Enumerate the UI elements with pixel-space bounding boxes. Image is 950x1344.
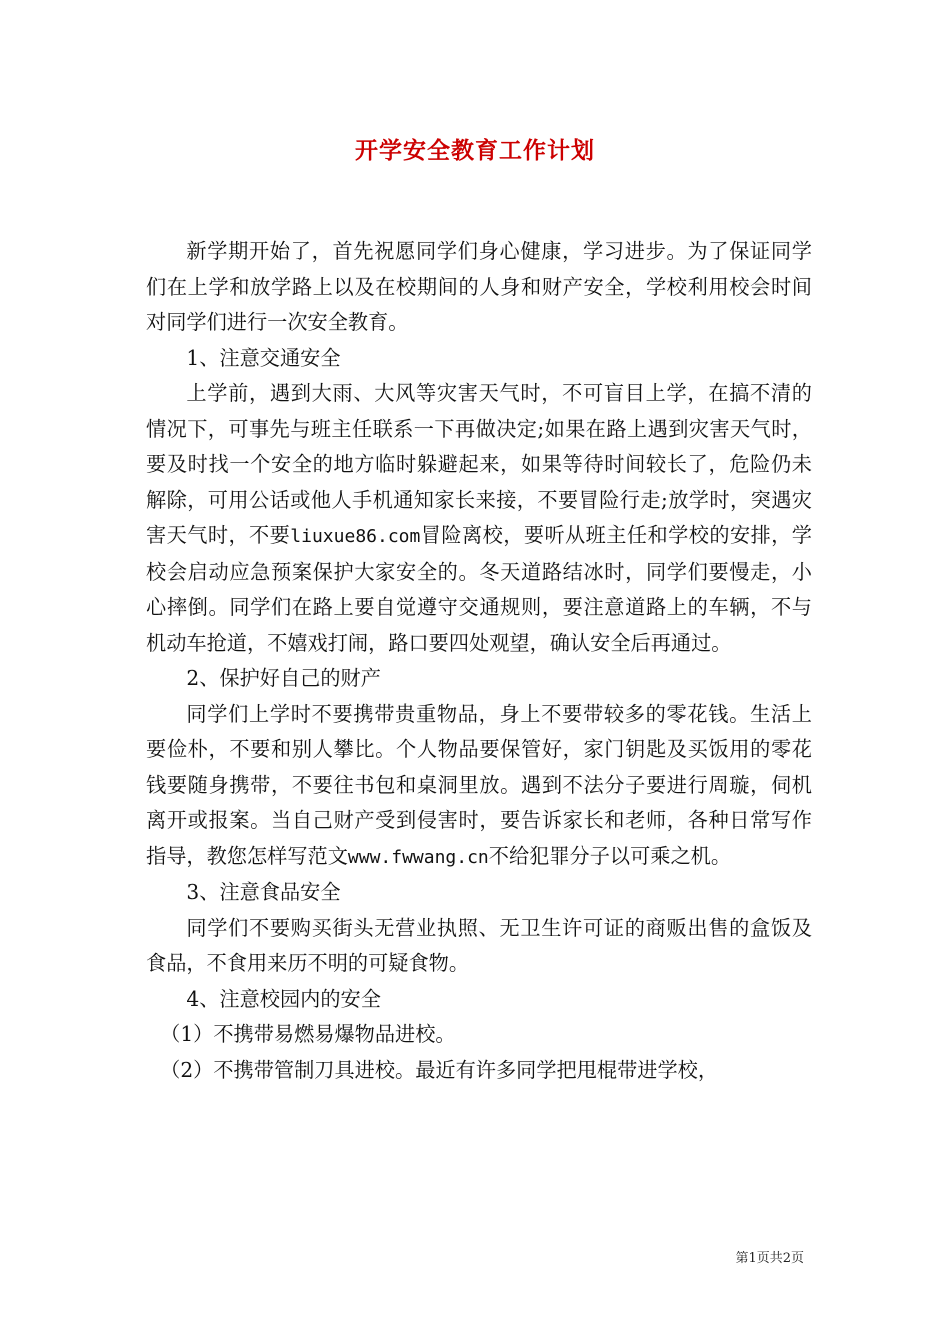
section-1-paragraph xyxy=(146,376,812,661)
section-4-item-2: （2）不携带管制刀具进校。最近有许多同学把甩棍带进学校， xyxy=(160,1057,719,1082)
document-body xyxy=(146,234,812,1088)
section-1-link: liuxue86.com xyxy=(290,526,421,547)
page-number: 第1页共2页 xyxy=(735,1251,804,1266)
section-4-heading: 4、注意校园内的安全 xyxy=(186,986,381,1011)
intro-paragraph: 新学期开始了，首先祝愿同学们身心健康，学习进步。为了保证同学们在上学和放学路上以及在校期间的人身和财产安全，学校利用校会时间对同学们进行一次安全教育。 xyxy=(146,239,812,334)
section-2-link: www.fwwang.cn xyxy=(347,846,489,868)
section-4-item-1: （1）不携带易燃易爆物品进校。 xyxy=(160,1022,456,1046)
section-2-paragraph xyxy=(146,697,812,876)
document-title: 开学安全教育工作计划 xyxy=(355,137,595,164)
section-2-text-b: 不给犯罪分子以可乘之机。 xyxy=(488,843,732,868)
section-3-heading: 3、注意食品安全 xyxy=(186,880,341,904)
section-2-heading: 2、保护好自己的财产 xyxy=(186,666,381,690)
section-2-text-a: 同学们上学时不要携带贵重物品，身上不要带较多的零花钱。生活上要俭朴，不要和别人攀比。个人物品要保管好，家门钥匙及买饭用的零花钱要随身携带，不要往书包和桌洞里放。遇到不法分子要进行周璇，伺机离开或报案。当自己财产受到侵害时，要告诉家长和老师，各种日常写作指导，教您怎样写范文 xyxy=(146,701,812,868)
section-3-paragraph: 同学们不要购买街头无营业执照、无卫生许可证的商贩出售的盒饭及食品，不食用来历不明的可疑食物。 xyxy=(146,915,812,975)
section-1-heading: 1、注意交通安全 xyxy=(186,345,341,370)
section-1-text-b: 冒险离校，要听从班主任和学校的安排，学校会启动应急预案保护大家安全的。冬天道路结冰时，同学们要慢走，小心摔倒。同学们在路上要自觉遵守交通规则，要注意道路上的车辆，不与机动车抢道，不嬉戏打闹，路口要四处观望，确认安全后再通过。 xyxy=(146,523,812,655)
section-1-text-a: 上学前，遇到大雨、大风等灾害天气时，不可盲目上学，在搞不清的情况下，可事先与班主任联系一下再做决定;如果在路上遇到灾害天气时，要及时找一个安全的地方临时躲避起来，如果等待时间较长了，危险仍未解除，可用公话或他人手机通知家长来接，不要冒险行走;放学时，突遇灾害天气时，不要 xyxy=(146,381,812,547)
